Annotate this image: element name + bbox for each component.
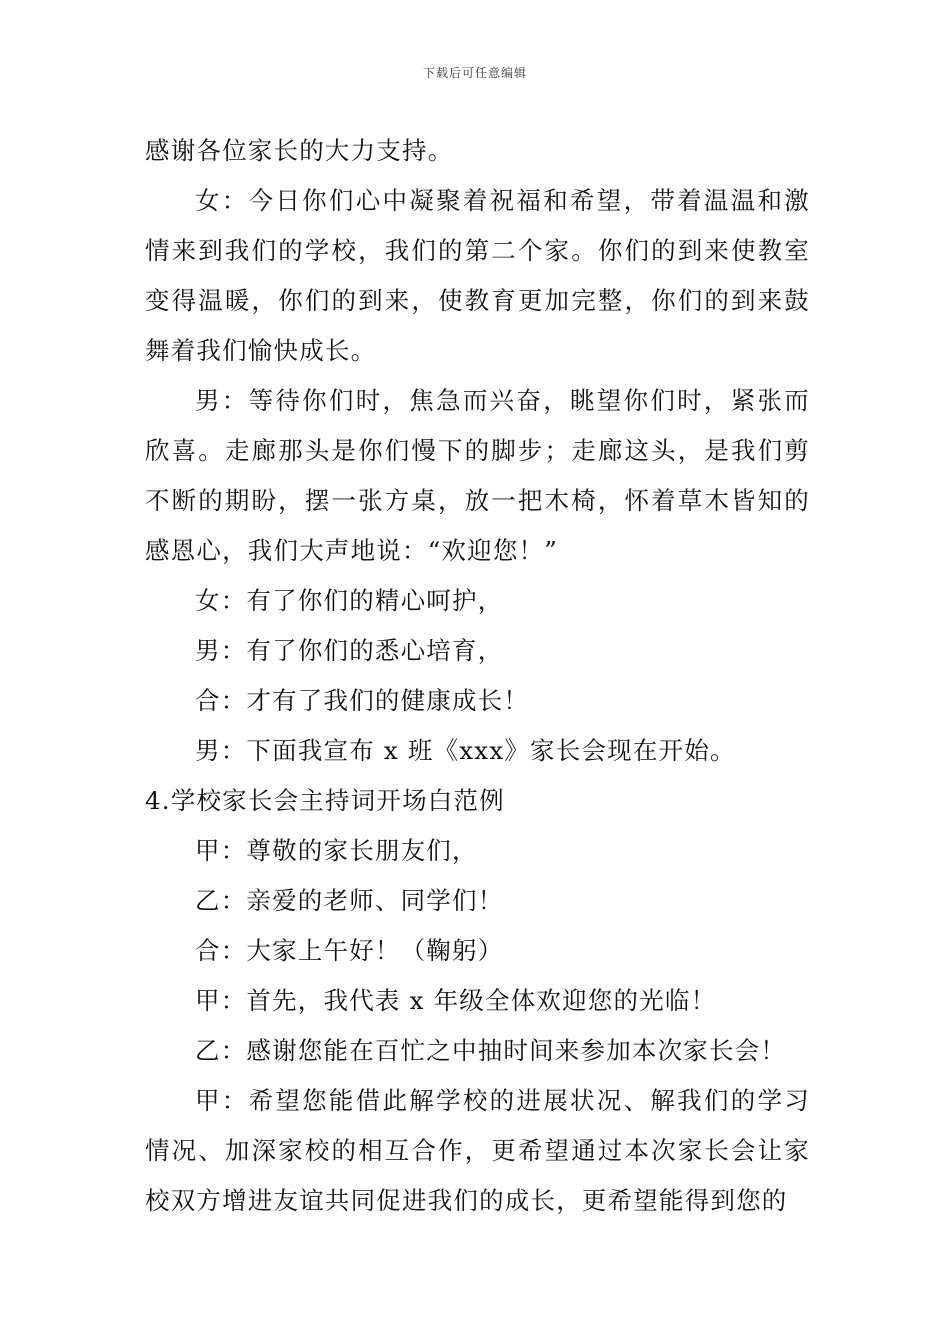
paragraph-10: 乙：亲爱的老师、同学们！	[195, 886, 504, 915]
paragraph-9: 甲：尊敬的家长朋友们，	[195, 836, 478, 865]
paragraph-2: 女：今日你们心中凝聚着祝福和希望，带着温温和激情来到我们的学校，我们的第二个家。你们的到来使教室变得温暖，你们的到来，使教育更加完整，你们的到来鼓舞着我们愉快成长。	[145, 186, 810, 365]
paragraph-4: 女：有了你们的精心呵护，	[195, 586, 504, 615]
paragraph-5: 男：有了你们的悉心培育，	[195, 636, 504, 665]
paragraph-3: 男：等待你们时，焦急而兴奋，眺望你们时，紧张而欣喜。走廊那头是你们慢下的脚步；走廊这头，是我们剪不断的期盼，摆一张方桌，放一把木椅，怀着草木皆知的感恩心，我们大声地说：“欢迎您！”	[145, 386, 810, 565]
paragraph-14: 甲：希望您能借此解学校的进展状况、解我们的学习情况、加深家校的相互合作，更希望通过本次家长会让家校双方增进友谊共同促进我们的成长，更希望能得到您的	[145, 1086, 810, 1215]
page-header: 下载后可任意编辑	[422, 66, 527, 80]
section-heading: 4.学校家长会主持词开场白范例	[145, 786, 505, 815]
paragraph-13: 乙：感谢您能在百忙之中抽时间来参加本次家长会！	[195, 1036, 787, 1065]
document-body	[145, 126, 810, 1226]
paragraph-6: 合：才有了我们的健康成长！	[195, 686, 530, 715]
paragraph-11: 合：大家上午好！（鞠躬）	[195, 936, 504, 965]
paragraph-7: 男：下面我宣布 x 班《xxx》家长会现在开始。	[195, 736, 736, 765]
paragraph-1: 感谢各位家长的大力支持。	[145, 136, 454, 165]
paragraph-12: 甲：首先，我代表 x 年级全体欢迎您的光临！	[195, 986, 717, 1015]
